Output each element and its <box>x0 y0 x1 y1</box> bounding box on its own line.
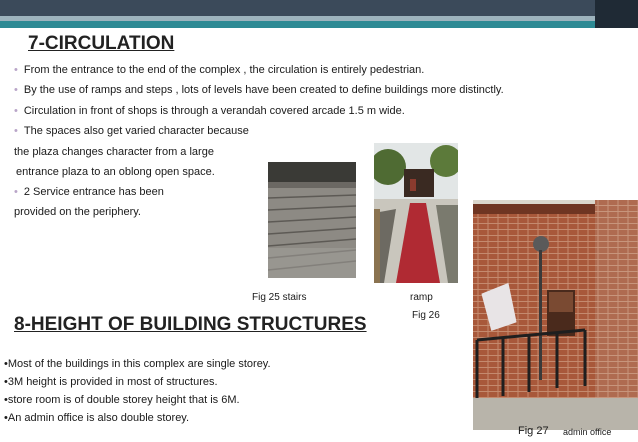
caption-fig25: Fig 25 stairs <box>252 292 307 303</box>
bullet-item: • From the entrance to the end of the complex , the circulation is entirely pedestrian. <box>14 64 425 76</box>
section-title-circulation: 7-CIRCULATION <box>28 33 175 54</box>
photo-ramp <box>374 143 458 283</box>
bullet-dot: • <box>14 125 18 137</box>
bullet-dot: • <box>14 105 18 117</box>
stairs-illustration <box>268 162 356 278</box>
text-line: •An admin office is also double storey. <box>4 412 190 424</box>
bullet-item: • The spaces also get varied character because <box>14 125 249 137</box>
bullet-dot: • <box>14 186 18 198</box>
photo-admin-office <box>473 200 638 430</box>
bullet-item: • 2 Service entrance has been <box>14 186 164 198</box>
header-stripe-teal <box>0 21 638 28</box>
text-line: the plaza changes character from a large <box>14 146 214 158</box>
admin-office-illustration <box>473 200 638 430</box>
text-line: entrance plaza to an oblong open space. <box>16 166 215 178</box>
header-bar <box>0 0 638 16</box>
text-line: •Most of the buildings in this complex are single storey. <box>4 358 271 370</box>
caption-ramp: ramp <box>410 292 433 303</box>
text-line: •3M height is provided in most of structures. <box>4 376 218 388</box>
bullet-dot: • <box>14 84 18 96</box>
header-corner <box>595 0 638 28</box>
caption-admin-office: admin office <box>563 427 612 437</box>
ramp-illustration <box>374 143 458 283</box>
bullet-item: • Circulation in front of shops is through a verandah covered arcade 1.5 m wide. <box>14 105 405 117</box>
caption-fig27: Fig 27 <box>518 425 549 437</box>
bullet-item: • By the use of ramps and steps , lots of levels have been created to define buildings more distinctly. <box>14 84 504 96</box>
bullet-dot: • <box>14 64 18 76</box>
text-line: provided on the periphery. <box>14 206 141 218</box>
section-title-building-height: 8-HEIGHT OF BUILDING STRUCTURES <box>14 314 367 335</box>
caption-fig26: Fig 26 <box>412 310 440 321</box>
photo-stairs <box>268 162 356 278</box>
text-line: •store room is of double storey height that is 6M. <box>4 394 240 406</box>
